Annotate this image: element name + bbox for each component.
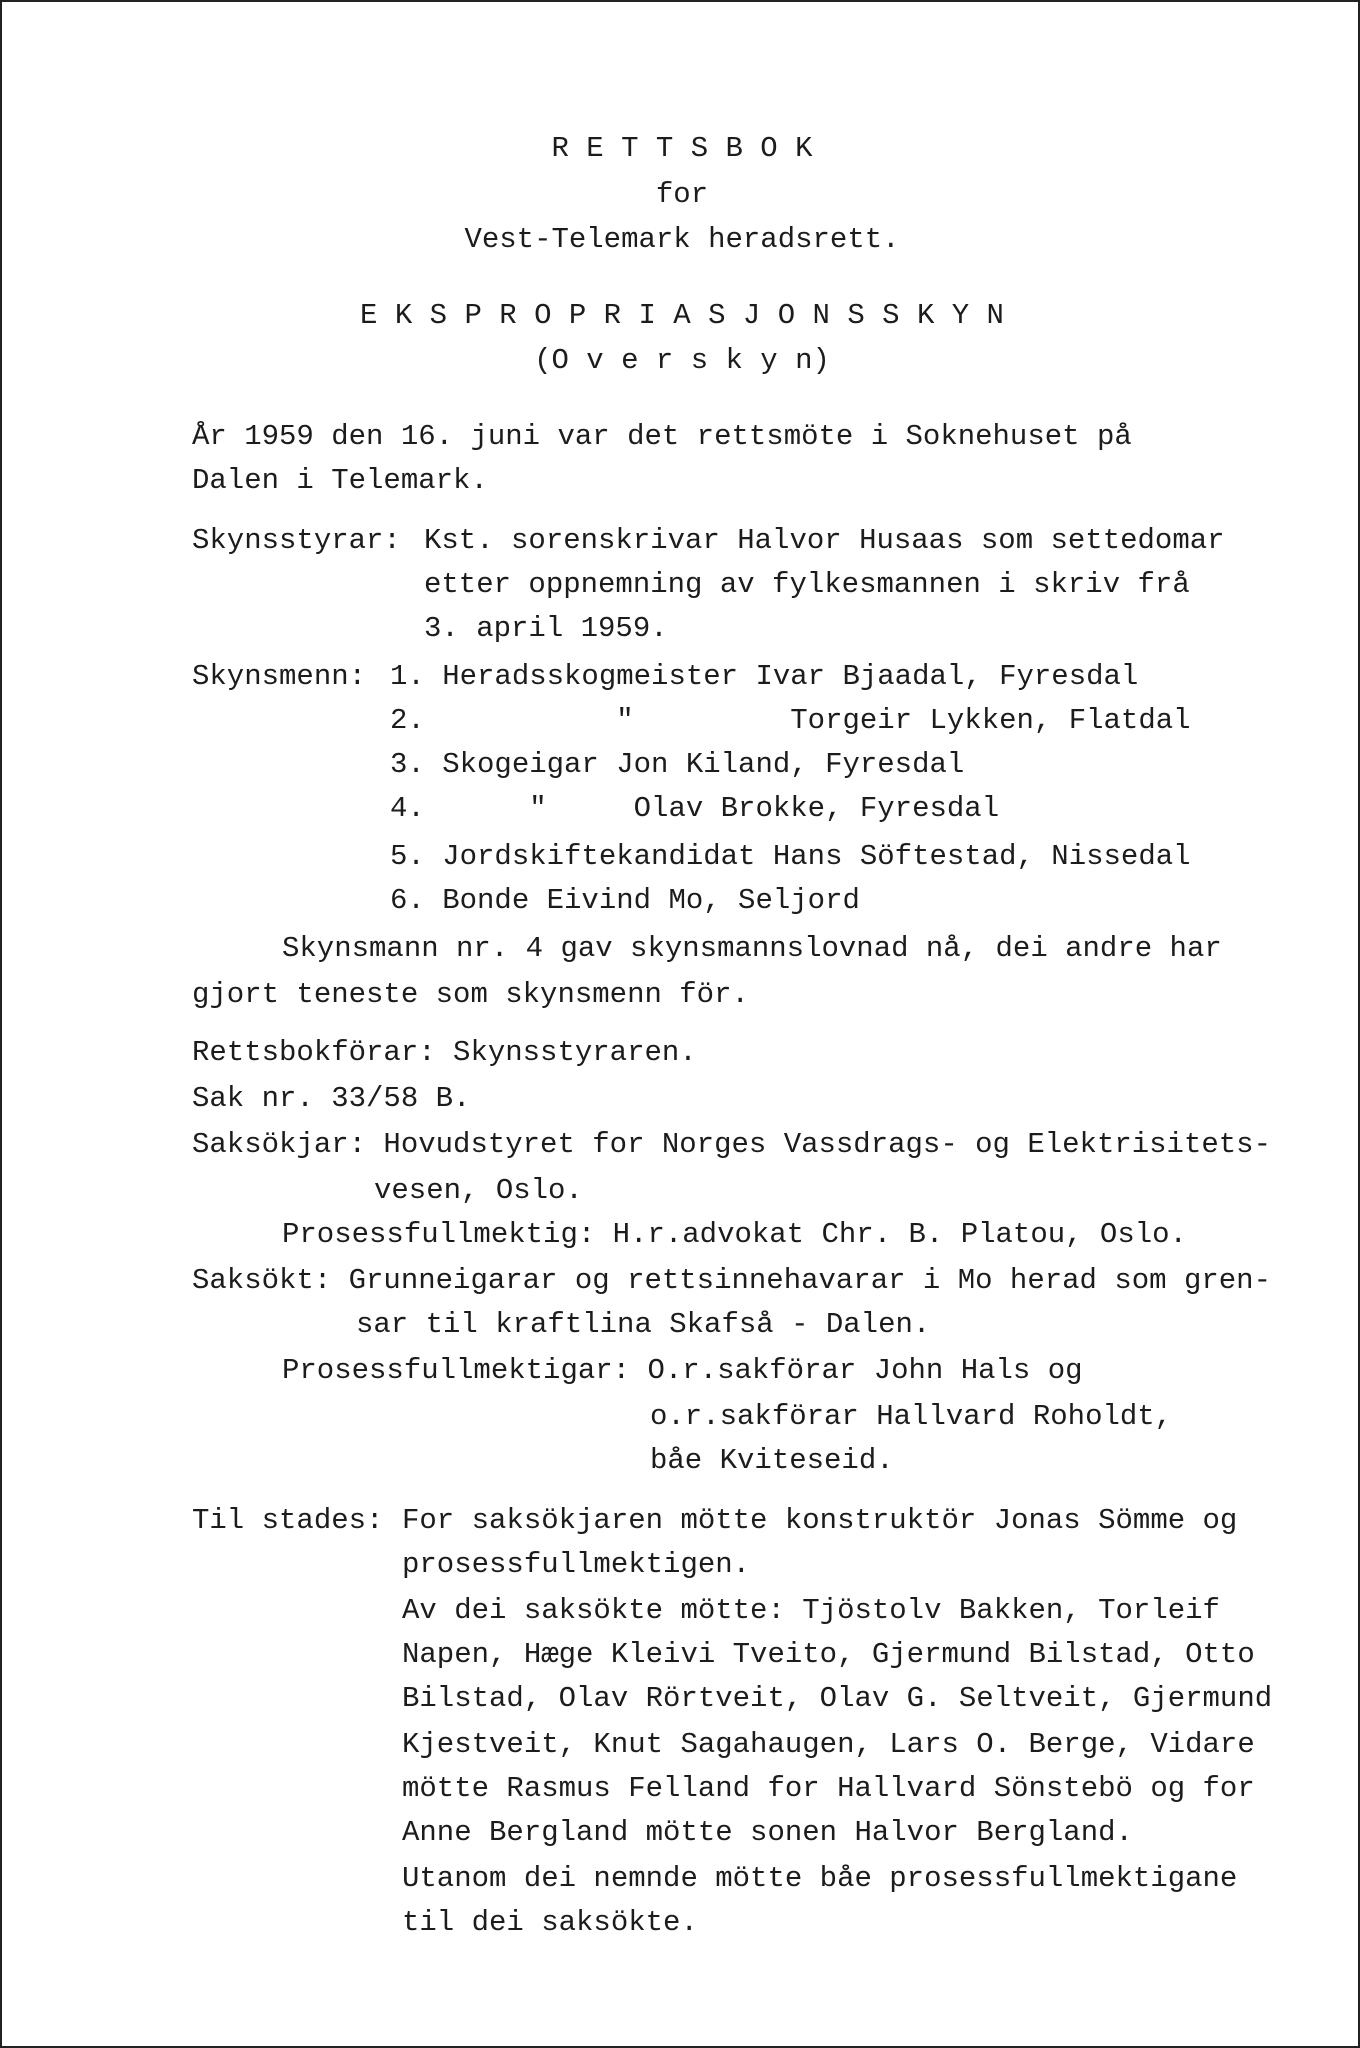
til-stades-line: prosessfullmektigen.	[402, 1548, 751, 1581]
til-stades-line: mötte Rasmus Felland for Hallvard Sönstebö og for	[402, 1772, 1255, 1805]
til-stades-line: til dei saksökte.	[402, 1906, 698, 1939]
til-stades-line: Bilstad, Olav Rörtveit, Olav G. Seltveit, Gjermund	[402, 1682, 1273, 1715]
saksokjar-line-1: Saksökjar: Hovudstyret for Norges Vassdrags- og Elektrisitets-	[192, 1128, 1271, 1161]
prosessfullmektigar-line-3: båe Kviteseid.	[650, 1444, 894, 1477]
doc-title: R E T T S B O K	[551, 132, 813, 165]
prosessfullmektigar-line-2: o.r.sakförar Hallvard Roholdt,	[650, 1400, 1173, 1433]
skynsmann-6: 6. Bonde Eivind Mo, Seljord	[390, 884, 860, 917]
prosessfullmektig: Prosessfullmektig: H.r.advokat Chr. B. Platou, Oslo.	[282, 1218, 1187, 1251]
lovnad-line-1: Skynsmann nr. 4 gav skynsmannslovnad nå, dei andre har	[282, 932, 1222, 965]
rettsbokforar: Rettsbokförar: Skynsstyraren.	[192, 1036, 697, 1069]
til-stades-line: Utanom dei nemnde mötte båe prosessfullmektigane	[402, 1862, 1238, 1895]
title-for: for	[655, 178, 709, 211]
til-stades-label: Til stades:	[192, 1504, 384, 1537]
saksokt-line-2: sar til kraftlina Skafså - Dalen.	[356, 1308, 931, 1341]
prosessfullmektigar-line-1: Prosessfullmektigar: O.r.sakförar John Hals og	[282, 1354, 1083, 1387]
sak-nr: Sak nr. 33/58 B.	[192, 1082, 471, 1115]
court-name: Vest-Telemark heradsrett.	[464, 223, 900, 256]
saksokjar-line-2: vesen, Oslo.	[374, 1174, 583, 1207]
skynsmann-5: 5. Jordskiftekandidat Hans Söftestad, Nissedal	[390, 840, 1191, 873]
skynsstyrar-label: Skynsstyrar:	[192, 524, 401, 557]
case-type: E K S P R O P R I A S J O N S S K Y N	[360, 299, 1004, 332]
intro-line-1: År 1959 den 16. juni var det rettsmöte i Soknehuset på	[192, 420, 1132, 453]
lovnad-line-2: gjort teneste som skynsmenn för.	[192, 978, 749, 1011]
skynsstyrar-line-1: Kst. sorenskrivar Halvor Husaas som settedomar	[424, 524, 1225, 557]
skynsmann-4: 4. " Olav Brokke, Fyresdal	[390, 792, 1000, 825]
skynsmann-3: 3. Skogeigar Jon Kiland, Fyresdal	[390, 748, 965, 781]
skynsmann-2: 2. " Torgeir Lykken, Flatdal	[390, 704, 1191, 737]
skynsmenn-label: Skynsmenn:	[192, 660, 367, 693]
skynsstyrar-line-3: 3. april 1959.	[424, 612, 668, 645]
til-stades-line: Kjestveit, Knut Sagahaugen, Lars O. Berge, Vidare	[402, 1728, 1255, 1761]
til-stades-line: Av dei saksökte mötte: Tjöstolv Bakken, Torleif	[402, 1594, 1220, 1627]
intro-line-2: Dalen i Telemark.	[192, 464, 488, 497]
case-subtype: (O v e r s k y n)	[534, 344, 830, 377]
skynsstyrar-line-2: etter oppnemning av fylkesmannen i skriv frå	[424, 568, 1190, 601]
til-stades-line: Anne Bergland mötte sonen Halvor Bergland.	[402, 1816, 1133, 1849]
skynsmann-1: 1. Heradsskogmeister Ivar Bjaadal, Fyresdal	[390, 660, 1139, 693]
til-stades-line: Napen, Hæge Kleivi Tveito, Gjermund Bilstad, Otto	[402, 1638, 1255, 1671]
saksokt-line-1: Saksökt: Grunneigarar og rettsinnehavarar i Mo herad som gren-	[192, 1264, 1271, 1297]
til-stades-line: For saksökjaren mötte konstruktör Jonas Sömme og	[402, 1504, 1238, 1537]
